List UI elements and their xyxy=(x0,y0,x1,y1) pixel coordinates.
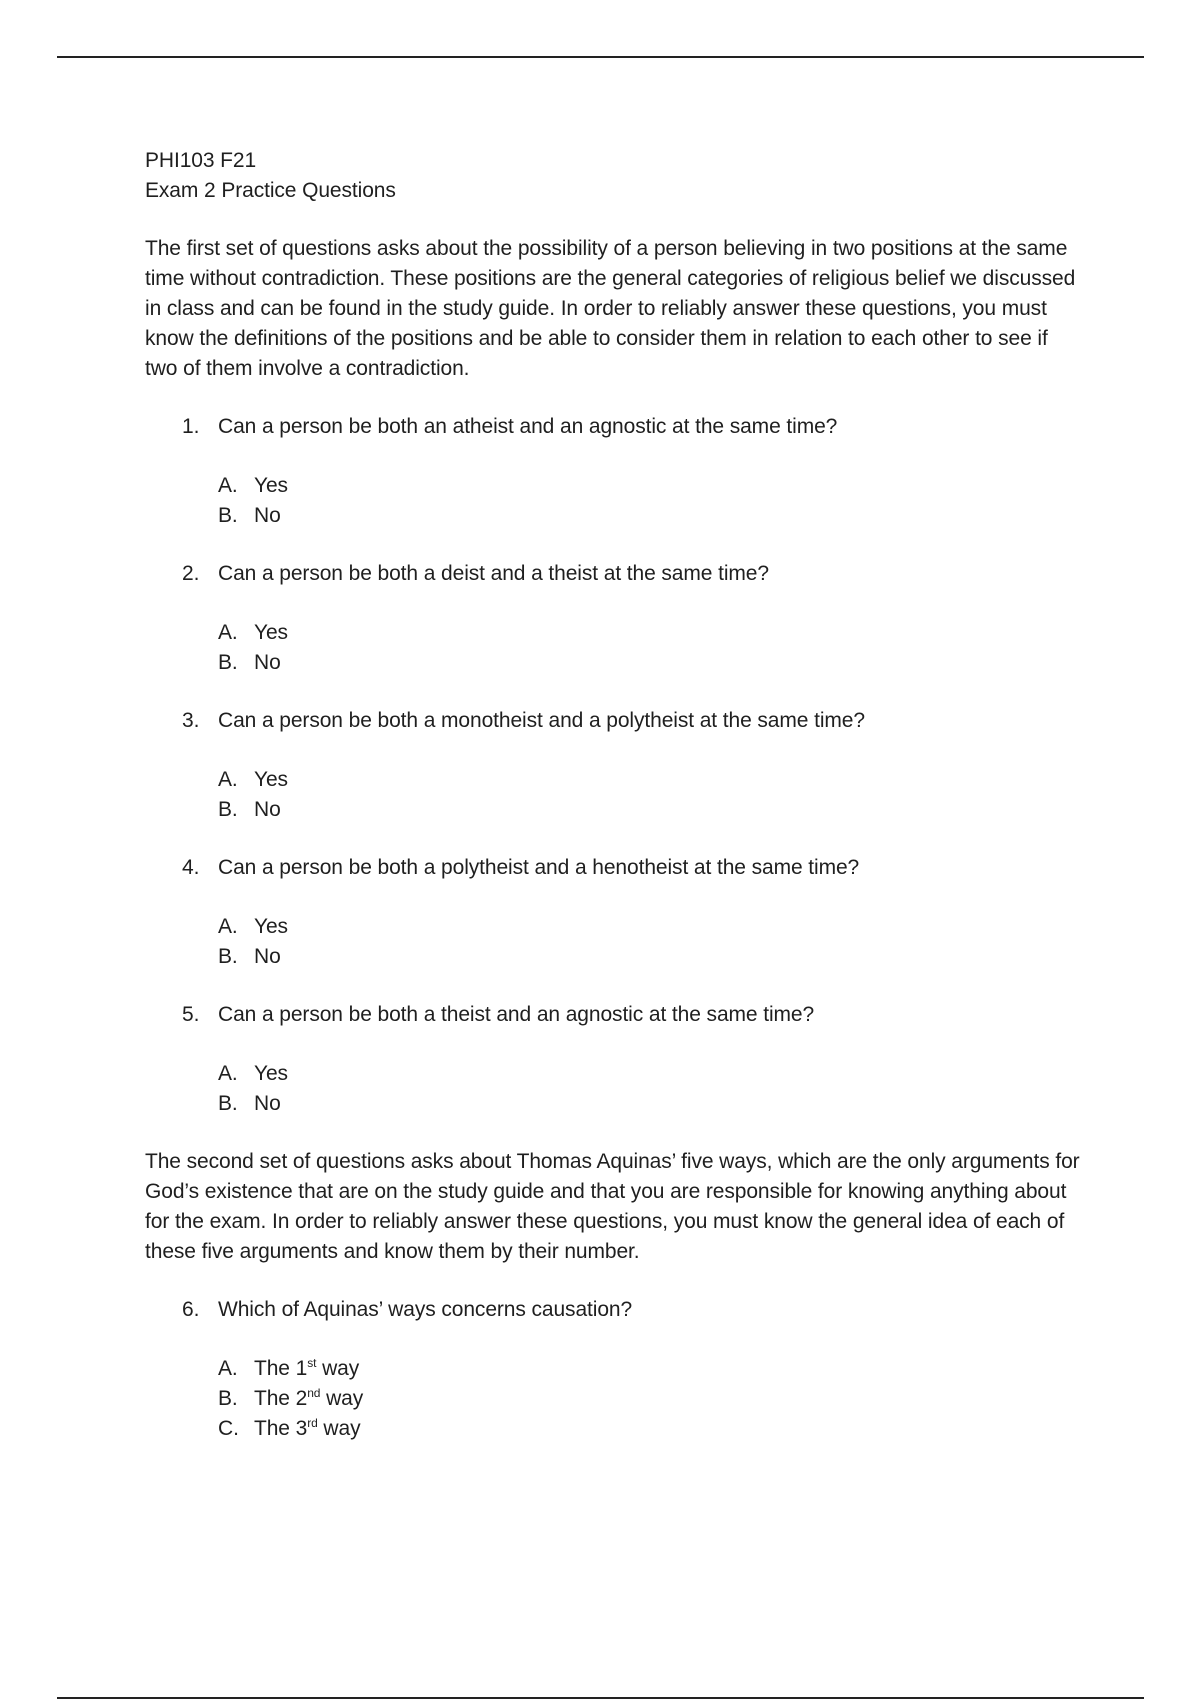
option-letter: A. xyxy=(218,1357,238,1380)
question-number: 2. xyxy=(182,562,200,585)
answer-option xyxy=(218,912,1080,942)
document-title: Exam 2 Practice Questions xyxy=(145,179,396,202)
answer-option xyxy=(218,618,1080,648)
option-letter: B. xyxy=(218,504,238,527)
answer-option xyxy=(218,501,1080,531)
question-item xyxy=(145,706,1080,825)
question-text: Can a person be both a polytheist and a henotheist at the same time? xyxy=(218,856,860,879)
answer-option xyxy=(218,1414,1080,1444)
option-prefix: The 1 xyxy=(254,1357,308,1380)
question-number: 3. xyxy=(182,709,200,732)
option-letter: A. xyxy=(218,768,238,791)
answer-option xyxy=(218,1059,1080,1089)
question-number: 1. xyxy=(182,415,200,438)
answer-option xyxy=(218,1384,1080,1414)
answer-options xyxy=(218,765,1080,825)
option-letter: C. xyxy=(218,1417,239,1440)
option-letter: A. xyxy=(218,1062,238,1085)
question-item xyxy=(145,559,1080,678)
question-number: 5. xyxy=(182,1003,200,1026)
option-text: Yes xyxy=(254,1062,288,1085)
answer-options xyxy=(218,471,1080,531)
question-text: Can a person be both a theist and an agnostic at the same time? xyxy=(218,1003,815,1026)
option-letter: B. xyxy=(218,651,238,674)
question-text: Which of Aquinas’ ways concerns causation? xyxy=(218,1298,633,1321)
question-list-set-two xyxy=(145,1295,1080,1444)
question-item xyxy=(145,1295,1080,1444)
top-rule xyxy=(57,56,1144,58)
bottom-rule xyxy=(57,1697,1144,1699)
option-letter: B. xyxy=(218,945,238,968)
option-text: Yes xyxy=(254,768,288,791)
option-letter: A. xyxy=(218,915,238,938)
answer-option xyxy=(218,795,1080,825)
option-suffix: way xyxy=(316,1357,360,1380)
question-text: Can a person be both a monotheist and a polytheist at the same time? xyxy=(218,709,865,732)
answer-option xyxy=(218,765,1080,795)
option-text: Yes xyxy=(254,621,288,644)
intro-paragraph-set-one: The first set of questions asks about the possibility of a person believing in two positions at the same time without contradiction. These positions are the general categories of religious belief we discussed in class and can be found in the study guide. In order to reliably answer these questions, you must know the definitions of the positions and be able to consider them in relation to each other to see if two of them involve a contradiction. xyxy=(145,237,1076,380)
answer-options xyxy=(218,1354,1080,1444)
ordinal-suffix: nd xyxy=(307,1386,321,1400)
document-body xyxy=(145,146,1080,1444)
option-text xyxy=(254,1357,359,1380)
answer-option xyxy=(218,942,1080,972)
answer-options xyxy=(218,912,1080,972)
option-letter: B. xyxy=(218,798,238,821)
option-letter: A. xyxy=(218,474,238,497)
intro-paragraph-set-two: The second set of questions asks about Thomas Aquinas’ five ways, which are the only arguments for God’s existence that are on the study guide and that you are responsible for knowing anything about for the exam. In order to reliably answer these questions, you must know the general idea of each of these five arguments and know them by their number. xyxy=(145,1150,1080,1263)
question-item xyxy=(145,412,1080,531)
course-code: PHI103 F21 xyxy=(145,149,257,172)
answer-options xyxy=(218,618,1080,678)
question-item xyxy=(145,1000,1080,1119)
option-text xyxy=(254,1417,360,1440)
option-letter: B. xyxy=(218,1387,238,1410)
answer-options xyxy=(218,1059,1080,1119)
question-number: 6. xyxy=(182,1298,200,1321)
option-prefix: The 2 xyxy=(254,1387,308,1410)
option-text: No xyxy=(254,651,281,674)
ordinal-suffix: rd xyxy=(307,1416,318,1430)
question-text: Can a person be both an atheist and an agnostic at the same time? xyxy=(218,415,838,438)
option-letter: A. xyxy=(218,621,238,644)
option-letter: B. xyxy=(218,1092,238,1115)
option-suffix: way xyxy=(317,1417,361,1440)
option-text: No xyxy=(254,798,281,821)
answer-option xyxy=(218,1089,1080,1119)
answer-option xyxy=(218,648,1080,678)
question-text: Can a person be both a deist and a theist at the same time? xyxy=(218,562,769,585)
option-text: No xyxy=(254,945,281,968)
option-text xyxy=(254,1387,363,1410)
option-text: Yes xyxy=(254,474,288,497)
question-item xyxy=(145,853,1080,972)
option-prefix: The 3 xyxy=(254,1417,308,1440)
option-text: No xyxy=(254,504,281,527)
ordinal-suffix: st xyxy=(307,1356,317,1370)
answer-option xyxy=(218,1354,1080,1384)
option-text: Yes xyxy=(254,915,288,938)
question-list-set-one xyxy=(145,412,1080,1119)
answer-option xyxy=(218,471,1080,501)
option-suffix: way xyxy=(320,1387,364,1410)
question-number: 4. xyxy=(182,856,200,879)
option-text: No xyxy=(254,1092,281,1115)
